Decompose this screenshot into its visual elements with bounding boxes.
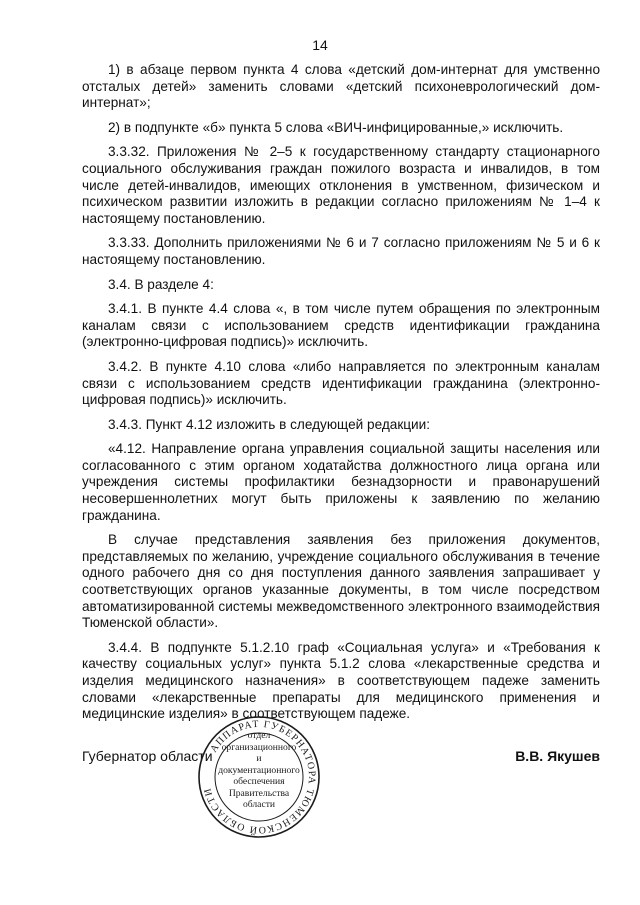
paragraph-3: 3.3.32. Приложения № 2–5 к государственному стандарту стационарного социального обслуживания граждан пожилого возраста и инвалидов, в том числе детей-инвалидов, имеющих отклонения в умственном, физическом и психическом развитии изложить в редакции согласно приложениям № 1–4 к настоящему постановлению. xyxy=(82,144,600,226)
paragraph-11: 3.4.4. В подпункте 5.1.2.10 граф «Социальная услуга» и «Требования к качеству социальных услуг» пункта 5.1.2 слова «лекарственные средства и изделия медицинского назначения» в соответствующем падеже заменить словами «лекарственные препараты для медицинского применения и медицинские изделия» в соответствующем падеже. xyxy=(82,639,600,722)
paragraph-8: 3.4.3. Пункт 4.12 изложить в следующей редакции: xyxy=(108,416,431,432)
paragraph-1: 1) в абзаце первом пункта 4 слова «детский дом-интернат для умственно отсталых детей» заменить словами «детский психоневрологический дом-интернат»; xyxy=(82,62,600,111)
stamp-inner-text xyxy=(214,730,304,811)
official-stamp xyxy=(196,714,322,840)
signatory-name: В.В. Якушев xyxy=(515,748,600,764)
stamp-line: обеспечения xyxy=(233,776,285,787)
signatory-title: Губернатор области xyxy=(82,748,213,764)
paragraph-9: «4.12. Направление органа управления социальной защиты населения или согласованного с этим органом ходатайства должностного лица органа или учреждения системы профилактики безнадзорности и правонарушений несовершеннолетних могут быть приложены к заявлению по желанию гражданина. xyxy=(82,441,600,523)
stamp-line: организационного xyxy=(221,741,297,753)
svg-text:АППАРАТ ГУБЕРНАТОРА ТЮМЕНСКОЙ: АППАРАТ ГУБЕРНАТОРА ТЮМЕНСКОЙ ОБЛАСТИ xyxy=(202,718,318,836)
paragraph-7: 3.4.2. В пункте 4.10 слова «либо направляется по электронным каналам связи с использованием средств идентификации гражданина (электронно-цифровая подпись)» исключить. xyxy=(82,358,600,408)
paragraph-4: 3.3.33. Дополнить приложениями № 6 и 7 согласно приложениям № 5 и 6 к настоящему постановлению. xyxy=(82,235,600,267)
page-number: 14 xyxy=(312,37,328,53)
paragraph-5: 3.4. В разделе 4: xyxy=(108,276,214,292)
document-body xyxy=(82,62,600,731)
stamp-line: Правительства xyxy=(228,787,290,799)
signature-block xyxy=(82,748,600,772)
paragraph-10: В случае представления заявления без приложения документов, представляемых по желанию, учреждение социального обслуживания в течение одного рабочего дня со дня поступления данного заявления запрашивает у соответствующих органов указанные документы, в том числе посредством автоматизированной системы межведомственного электронного взаимодействия Тюменской области». xyxy=(82,532,600,631)
paragraph-2: 2) в подпункте «б» пункта 5 слова «ВИЧ-инфицированные,» исключить. xyxy=(108,119,564,135)
stamp-line: области xyxy=(242,799,276,810)
stamp-line: документационного xyxy=(218,764,300,776)
stamp-line: отдел xyxy=(247,730,271,741)
stamp-line: и xyxy=(256,753,262,764)
paragraph-6: 3.4.1. В пункте 4.4 слова «, в том числе путем обращения по электронным каналам связи с использованием средств идентификации гражданина (электронно-цифровая подпись)» исключить. xyxy=(82,301,600,350)
